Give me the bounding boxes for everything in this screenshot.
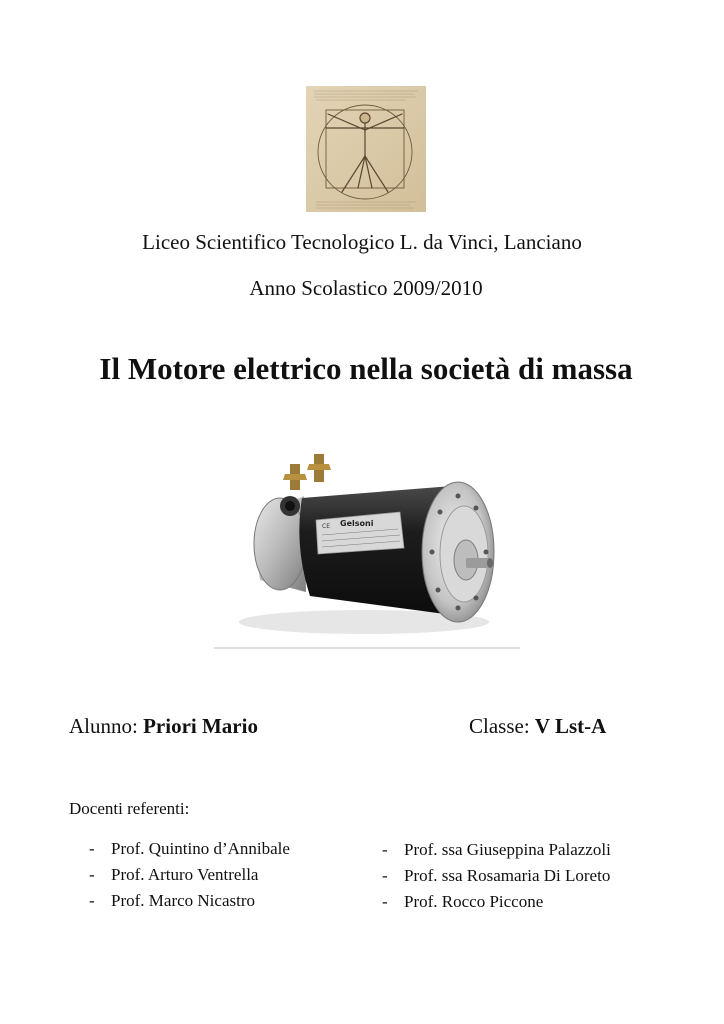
class-label: Classe:: [469, 714, 530, 738]
svg-text:CE: CE: [322, 523, 330, 530]
teachers-list-left: [89, 836, 290, 914]
list-item: [382, 889, 611, 915]
teacher-name: Prof. ssa Rosamaria Di Loreto: [404, 866, 611, 885]
document-title: Il Motore elettrico nella società di massa: [99, 351, 633, 386]
teacher-name: Prof. ssa Giuseppina Palazzoli: [404, 840, 611, 859]
list-item: [382, 837, 611, 863]
teachers-heading: Docenti referenti:: [69, 799, 190, 818]
teacher-name: Prof. Marco Nicastro: [111, 891, 255, 910]
student-line: [69, 712, 258, 740]
list-item: [89, 862, 290, 888]
teachers-list-right: [382, 837, 611, 915]
list-dash: -: [89, 891, 95, 910]
list-item: [382, 863, 611, 889]
school-name: Liceo Scientifico Tecnologico L. da Vinci, Lanciano: [142, 230, 582, 254]
student-label: Alunno:: [69, 714, 138, 738]
teacher-name: Prof. Rocco Piccone: [404, 892, 544, 911]
list-dash: -: [89, 865, 95, 884]
list-item: [89, 836, 290, 862]
list-dash: -: [382, 840, 388, 859]
student-name: Priori Mario: [143, 714, 258, 738]
list-dash: -: [89, 839, 95, 858]
list-item: [89, 888, 290, 914]
school-year: Anno Scolastico 2009/2010: [249, 276, 483, 300]
class-line: [469, 712, 606, 740]
teacher-name: Prof. Arturo Ventrella: [111, 865, 259, 884]
list-dash: -: [382, 892, 388, 911]
list-dash: -: [382, 866, 388, 885]
teacher-name: Prof. Quintino d’Annibale: [111, 839, 290, 858]
electric-motor-image: [214, 440, 520, 650]
svg-text:Gelsoni: Gelsoni: [340, 519, 374, 528]
class-value: V Lst-A: [534, 714, 607, 738]
vitruvian-man-logo: [306, 86, 426, 212]
